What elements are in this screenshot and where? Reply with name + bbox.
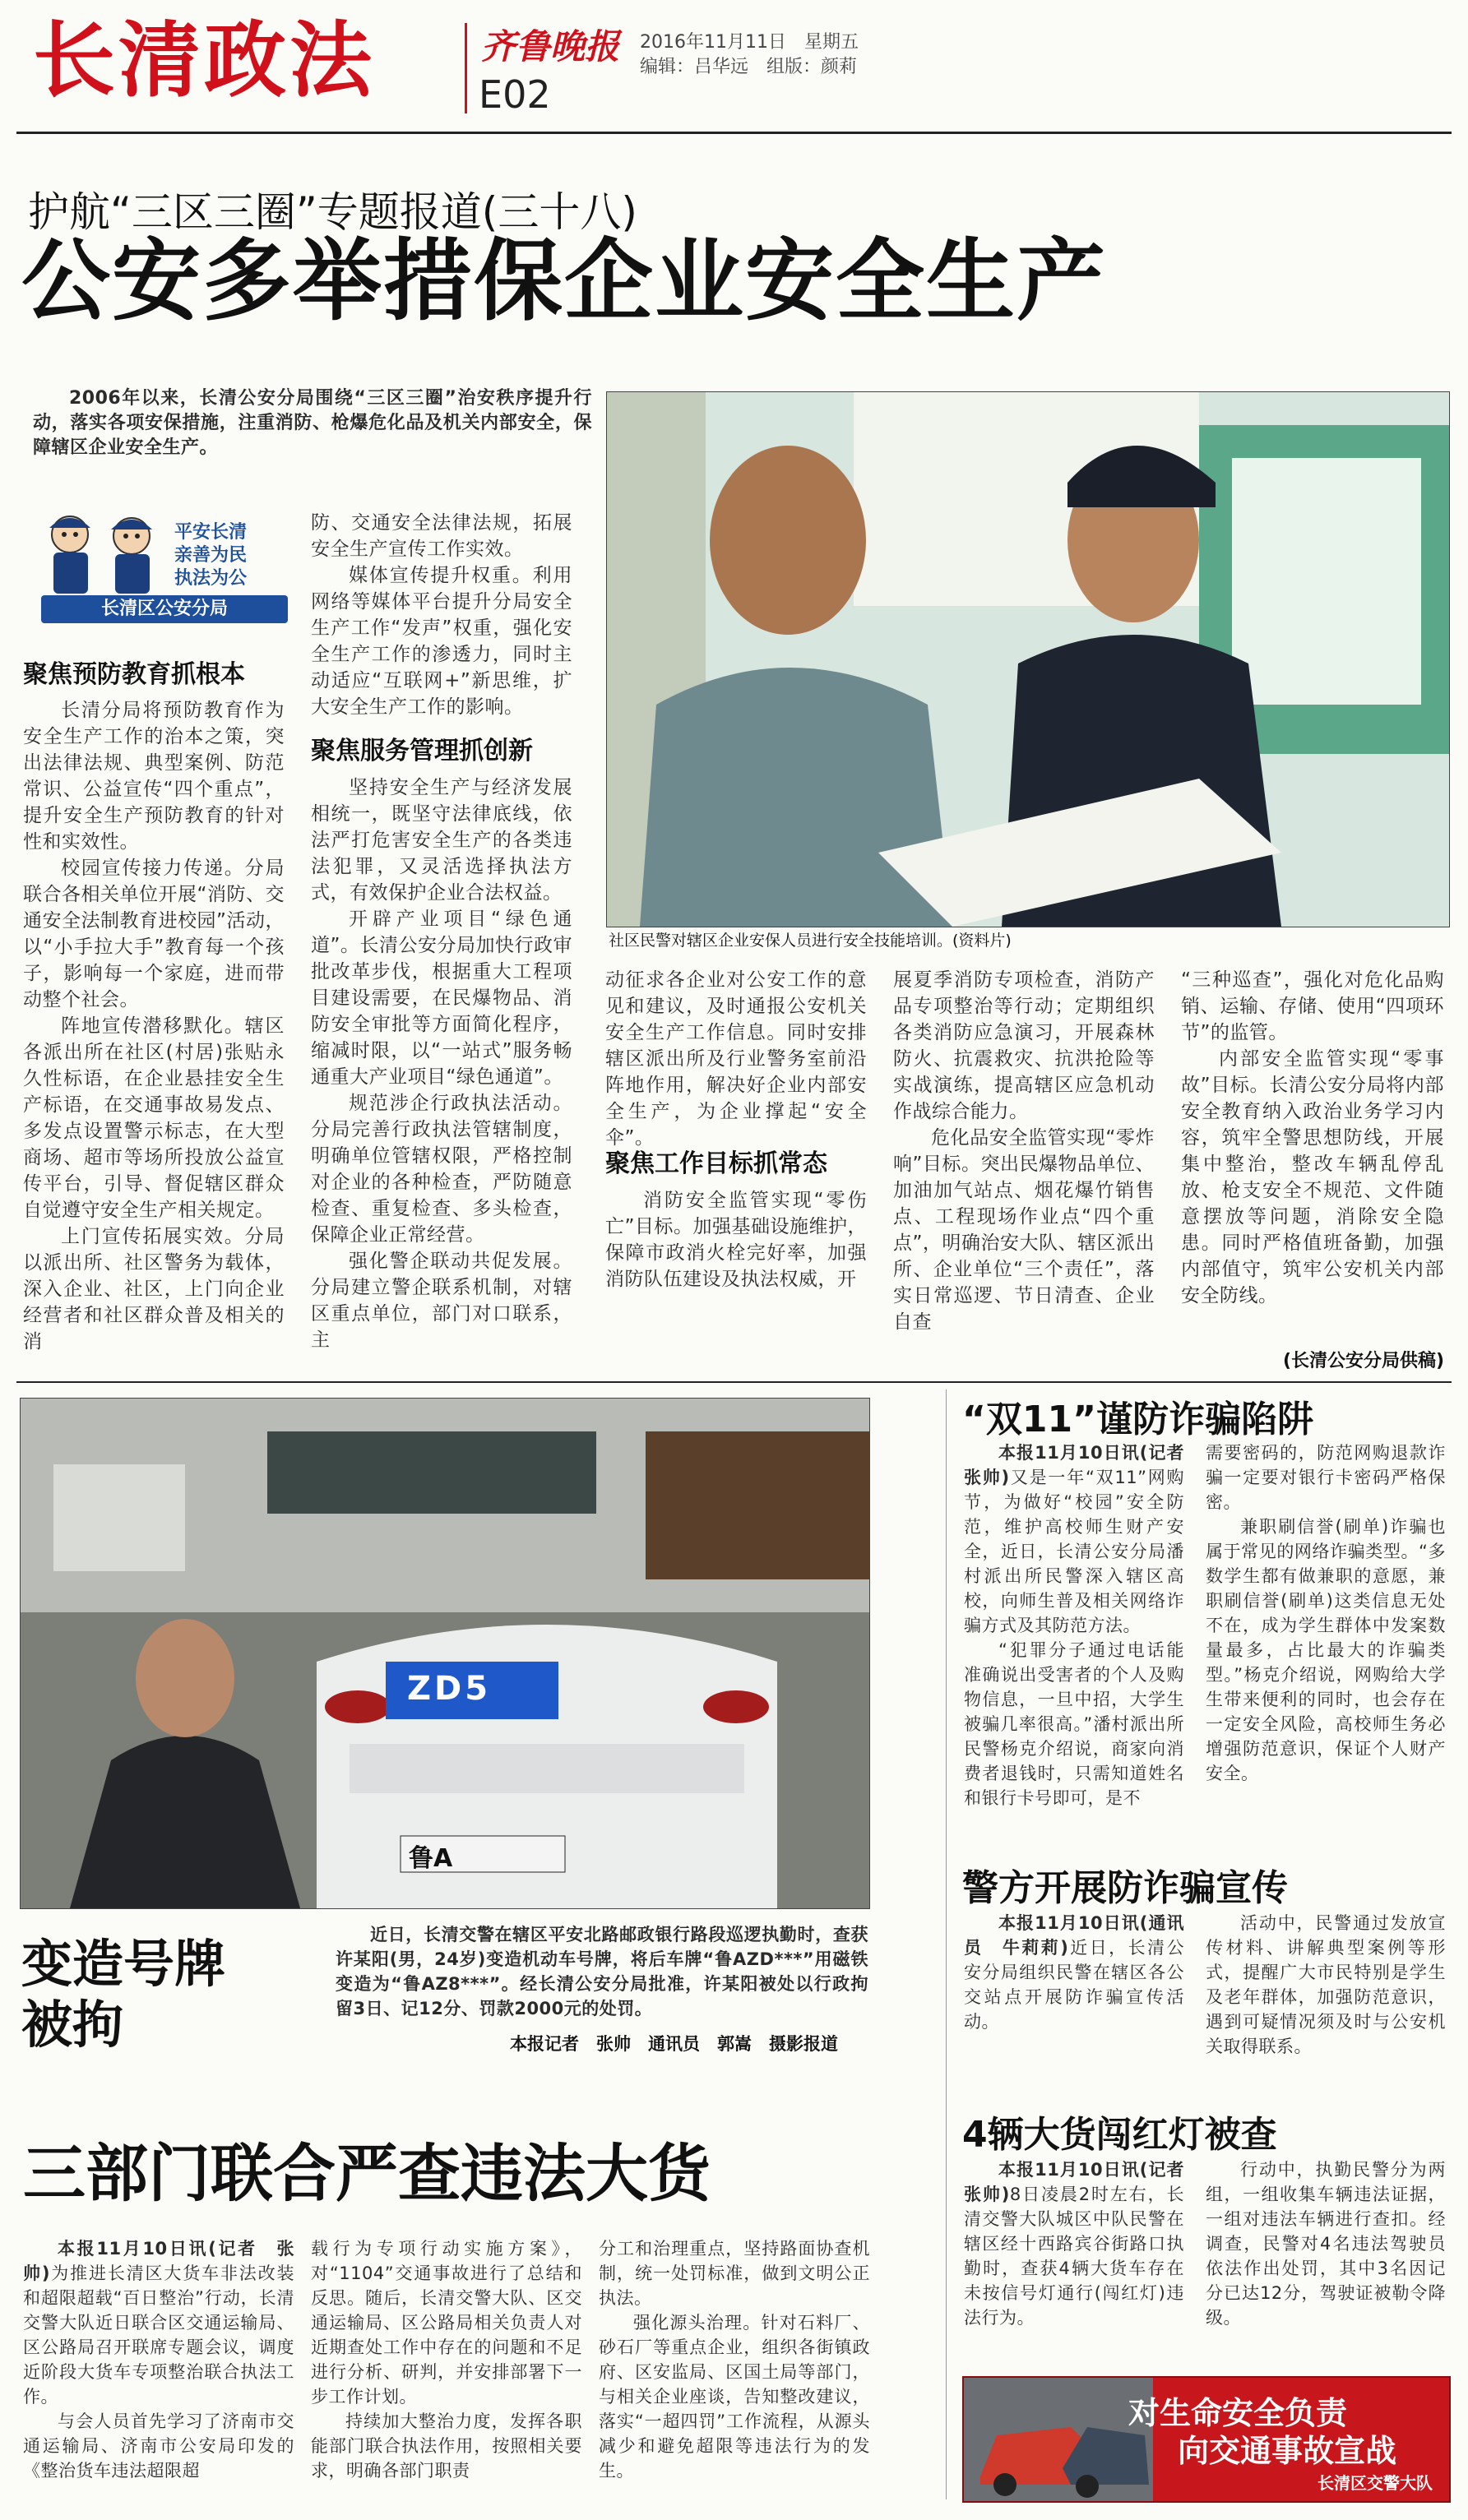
paragraph: 与会人员首先学习了济南市交通运输局、济南市公安局印发的《整治货车违法超限超 <box>23 2411 294 2481</box>
lead-photo-caption: 社区民警对辖区企业安保人员进行安全技能培训。(资料片) <box>609 932 1012 950</box>
paragraph: 强化警企联动共促发展。分局建立警企联系机制，对辖区重点单位，部门对口联系，主 <box>311 1251 572 1351</box>
fraud-para: 又是一年“双11”网购节，为做好“校园”安全防范，维护高校师生财产安全，近日，长清公安分局潘村派出所民警深入辖区高校，向师生普及相关网络诈骗方式及其防范方法。 <box>964 1468 1184 1635</box>
col1-subhead: 聚焦预防教育抓根本 <box>23 660 245 689</box>
paragraph: 阵地宣传潜移默化。辖区各派出所在社区(村居)张贴永久性标语，在企业悬挂安全生产标语，在交通事故易发点、多发点设置警示标志，在大型商场、超市等场所投放公益宣传平台，引导、督促辖区群众自觉遵守安全生产相关规定。 <box>23 1015 285 1221</box>
masthead-rule <box>16 132 1452 134</box>
propaganda-col2 <box>1206 1911 1446 2083</box>
plate-caption-text: 近日，长清交警在辖区平安北路邮政银行路段巡逻执勤时，查获许某阳(男，24岁)变造机动车号牌，将后车牌“鲁AZD***”用磁铁变造为“鲁AZ8***”。经长清公安分局批准，许某阳被处以行政拘留3日、记12分、罚款2000元的处罚。 <box>336 1925 868 2018</box>
truck-para: 为推进长清区大货车非法改装和超限超载“百日整治”行动，长清交警大队近日联合区交通运输局、区公路局召开联席专题会议，调度近阶段大货车专项整治联合执法工作。 <box>23 2263 294 2407</box>
masthead-divider <box>465 23 467 113</box>
redlight-byline <box>964 2157 1202 2330</box>
plate-headline-line1: 变造号牌 <box>21 1934 226 1994</box>
truck-col3 <box>599 2236 870 2508</box>
section-rule <box>16 1381 1452 1383</box>
logo-banner: 长清区公安分局 <box>41 595 288 623</box>
column-rule <box>946 1389 947 2499</box>
lead-col3 <box>605 967 867 1149</box>
lead-intro <box>33 386 592 460</box>
plate-caption <box>336 1922 868 2021</box>
propaganda-para: 近日，长清公安分局组织民警在辖区各公交站点开展防诈骗宣传活动。 <box>964 1938 1184 2032</box>
page-number: E02 <box>479 72 551 117</box>
car-crash-icon <box>964 2378 1153 2501</box>
paragraph: 媒体宣传提升权重。利用网络等媒体平台提升分局安全生产工作“发声”权重，强化安全生产工作的渗透力，同时主动适应“互联网+”新思维，扩大安全生产工作的影响。 <box>311 565 572 718</box>
redlight-col2 <box>1206 2157 1446 2355</box>
lead-headline: 公安多举措保企业安全生产 <box>21 230 1108 333</box>
plate-credits: 本报记者 张帅 通讯员 郭嵩 摄影报道 <box>510 2034 838 2054</box>
redlight-para: 8日凌晨2时左右，长清交警大队城区中队民警在辖区经十西路宾谷街路口执勤时，查获4辆大货车存在未按信号灯通行(闯红灯)违法行为。 <box>964 2185 1184 2328</box>
paragraph: 开辟产业项目“绿色通道”。长清公安分局加快行政审批改革步伐，根据重大工程项目建设需要，在民爆物品、消防安全审批等方面简化程序，缩减时限，以“一站式”服务畅通重大产业项目“绿色通道”。 <box>311 909 572 1088</box>
car-plate-photo <box>21 1399 869 1908</box>
propaganda-col1 <box>964 1911 1184 2083</box>
ad-line-1: 对生命安全负责 <box>1128 2395 1348 2431</box>
paragraph: 持续加大整治力度，发挥各职能部门联合执法作用，按照相关要求，明确各部门职责 <box>311 2411 582 2481</box>
lead-col3b <box>605 1187 867 1371</box>
fraud-col1 <box>964 1440 1202 1852</box>
plate-headline <box>21 1934 225 2055</box>
logo-slogan-3: 执法为公 <box>174 568 248 589</box>
plate-headline-line2: 被拘 <box>21 1995 124 2055</box>
redlight-headline: 4辆大货闯红灯被查 <box>962 2114 1277 2156</box>
lead-col1 <box>23 697 285 1371</box>
paragraph: 消防安全监管实现“零伤亡”目标。加强基础设施维护，保障市政消火栓完好率，加强消防队伍建设及执法权威，开 <box>605 1190 867 1290</box>
section-title: 长清政法 <box>33 12 375 109</box>
fraud-col2 <box>1206 1440 1446 1852</box>
paragraph: 坚持安全生产与经济发展相统一，既坚守法律底线，依法严打危害安全生产的各类违法犯罪，又灵活选择执法方式，有效保护企业合法权益。 <box>311 777 572 904</box>
byline-label: 本报11月10日讯(记者 张帅) <box>964 1443 1202 1487</box>
paragraph: 规范涉企行政执法活动。分局完善行政执法管辖制度，明确单位管辖权限，严格控制对企业的各种检查，严防随意检查、重复检查、多头检查，保障企业正常经营。 <box>311 1093 572 1246</box>
paragraph: “三种巡查”，强化对危化品购销、运输、存储、使用“四项环节”的监管。 <box>1181 969 1444 1043</box>
editor-line: 编辑：吕华远 组版：颜莉 <box>640 57 858 77</box>
lead-photo <box>606 391 1450 927</box>
fraud-byline <box>964 1440 1202 1638</box>
col3-subhead: 聚焦工作目标抓常态 <box>605 1149 827 1178</box>
truck-byline <box>23 2236 294 2409</box>
police-logo <box>33 510 296 625</box>
fraud-headline: “双11”谨防诈骗陷阱 <box>962 1399 1314 1440</box>
truck-headline: 三部门联合严查违法大货 <box>23 2137 711 2210</box>
paragraph: 兼职刷信誉(刷单)诈骗也属于常见的网络诈骗类型。“多数学生都有做兼职的意愿，兼职刷信誉(刷单)这类信息无处不在，成为学生群体中发案数量最多，占比最大的诈骗类型。”杨克介绍说，网购给大学生带来便利的同时，也会存在一定安全风险，高校师生务必增强防范意识，保证个人财产安全。 <box>1206 1517 1446 1783</box>
paragraph: 危化品安全监管实现“零炸响”目标。突出民爆物品单位、加油加气站点、烟花爆竹销售点、工程现场作业点“四个重点”，明确治安大队、辖区派出所、企业单位“三个责任”，落实日常巡逻、节日清查、企业自查 <box>893 1127 1155 1333</box>
byline-label: 本报11月10日讯(通讯员 牛莉莉) <box>964 1913 1184 1958</box>
paragraph: “犯罪分子通过电话能准确说出受害者的个人及购物信息，一旦中招，大学生被骗几率很高。”潘村派出所民警杨克介绍说，商家向消费者退钱时，只需知道姓名和银行卡号即可，是不 <box>964 1640 1184 1808</box>
paragraph: 展夏季消防专项检查，消防产品专项整治等行动；定期组织各类消防应急演习，开展森林防火、抗震救灾、抗洪抢险等实战演练，提高辖区应急机动作战综合能力。 <box>893 969 1155 1122</box>
paragraph: 行动中，执勤民警分为两组，一组收集车辆违法证据，一组对违法车辆进行查扣。经调查，民警对4名违法驾驶员依法作出处罚，其中3名因记分已达12分，驾驶证被勒令降级。 <box>1206 2160 1446 2328</box>
paragraph: 强化源头治理。针对石料厂、砂石厂等重点企业，组织各街镇政府、区安监局、区国土局等部门，与相关企业座谈，告知整改建议，落实“一超四罚”工作流程，从源头减少和避免超限等违法行为的发生。 <box>599 2313 870 2481</box>
lead-col2b <box>311 774 572 1371</box>
police-training-photo <box>607 392 1449 927</box>
paragraph: 防、交通安全法律法规，拓展安全生产宣传工作实效。 <box>311 512 572 560</box>
paragraph: 动征求各企业对公安工作的意见和建议，及时通报公安机关安全生产工作信息。同时安排辖区派出所及行业警务室前沿阵地作用，解决好企业内部安全生产，为企业撑起“安全伞”。 <box>605 969 867 1149</box>
traffic-safety-ad <box>962 2376 1451 2503</box>
byline-label: 本报11月10日讯(记者 张帅) <box>23 2239 294 2283</box>
police-cartoon-icon <box>33 510 173 600</box>
plate-number: ZD5 <box>407 1670 492 1708</box>
lead-col2a <box>311 510 572 718</box>
ad-org: 长清区交警大队 <box>1317 2473 1433 2493</box>
lead-intro-text: 2006年以来，长清公安分局围绕“三区三圈”治安秩序提升行动，落实各项安保措施，注重消防、枪爆危化品及机关内部安全，保障辖区企业安全生产。 <box>33 388 592 458</box>
logo-slogan-1: 平安长清 <box>174 522 248 543</box>
ad-line-2: 向交通事故宣战 <box>1178 2433 1397 2469</box>
paragraph: 长清分局将预防教育作为安全生产工作的治本之策，突出法律法规、典型案例、防范常识、公益宣传“四个重点”，提升安全生产预防教育的针对性和实效性。 <box>23 700 285 853</box>
plate-prefix: 鲁A <box>409 1844 453 1873</box>
truck-col2 <box>311 2236 582 2508</box>
lead-sign-off: (长清公安分局供稿) <box>1283 1351 1445 1371</box>
byline-label: 本报11月10日讯(记者 张帅) <box>964 2160 1202 2204</box>
paragraph: 需要密码的，防范网购退款诈骗一定要对银行卡密码严格保密。 <box>1206 1443 1446 1512</box>
paragraph: 活动中，民警通过发放宣传材料、讲解典型案例等形式，提醒广大市民特别是学生及老年群体，加强防范意识，遇到可疑情况须及时与公安机关取得联系。 <box>1206 1913 1446 2056</box>
propaganda-byline <box>964 1911 1184 2034</box>
lead-col5 <box>1181 967 1444 1343</box>
date-line: 2016年11月11日 星期五 <box>640 32 859 53</box>
logo-slogan-2: 亲善为民 <box>174 545 248 566</box>
lead-kicker: 护航“三区三圈”专题报道(三十八) <box>28 188 637 236</box>
plate-photo <box>20 1398 870 1909</box>
paper-name-logo: 齐鲁晚报 <box>481 26 620 67</box>
paragraph: 校园宣传接力传递。分局联合各相关单位开展“消防、交通安全法制教育进校园”活动，以“小手拉大手”教育每一个孩子，影响每一个家庭，进而带动整个社会。 <box>23 858 285 1010</box>
masthead <box>0 0 1468 132</box>
paragraph: 上门宣传拓展实效。分局以派出所、社区警务为载体，深入企业、社区，上门向企业经营者和社区群众普及相关的消 <box>23 1226 285 1352</box>
lead-col4 <box>893 967 1155 1371</box>
propaganda-headline: 警方开展防诈骗宣传 <box>962 1867 1288 1909</box>
truck-col1 <box>23 2236 294 2508</box>
col2-subhead: 聚焦服务管理抓创新 <box>311 737 533 765</box>
paragraph: 载行为专项行动实施方案》，对“1104”交通事故进行了总结和反思。随后，长清交警大队、区交通运输局、区公路局相关负责人对近期查处工作中存在的问题和不足进行分析、研判，并安排部署下一步工作计划。 <box>311 2239 582 2407</box>
paragraph: 分工和治理重点，坚持路面协查机制，统一处罚标准，做到文明公正执法。 <box>599 2239 870 2308</box>
redlight-col1 <box>964 2157 1202 2355</box>
paragraph: 内部安全监管实现“零事故”目标。长清公安分局将内部安全教育纳入政治业务学习内容，筑牢全警思想防线，开展集中整治，整改车辆乱停乱放、枪支安全不规范、文件随意摆放等问题，消除安全隐患。同时严格值班备勤，加强内部值守，筑牢公安机关内部安全防线。 <box>1181 1048 1444 1306</box>
